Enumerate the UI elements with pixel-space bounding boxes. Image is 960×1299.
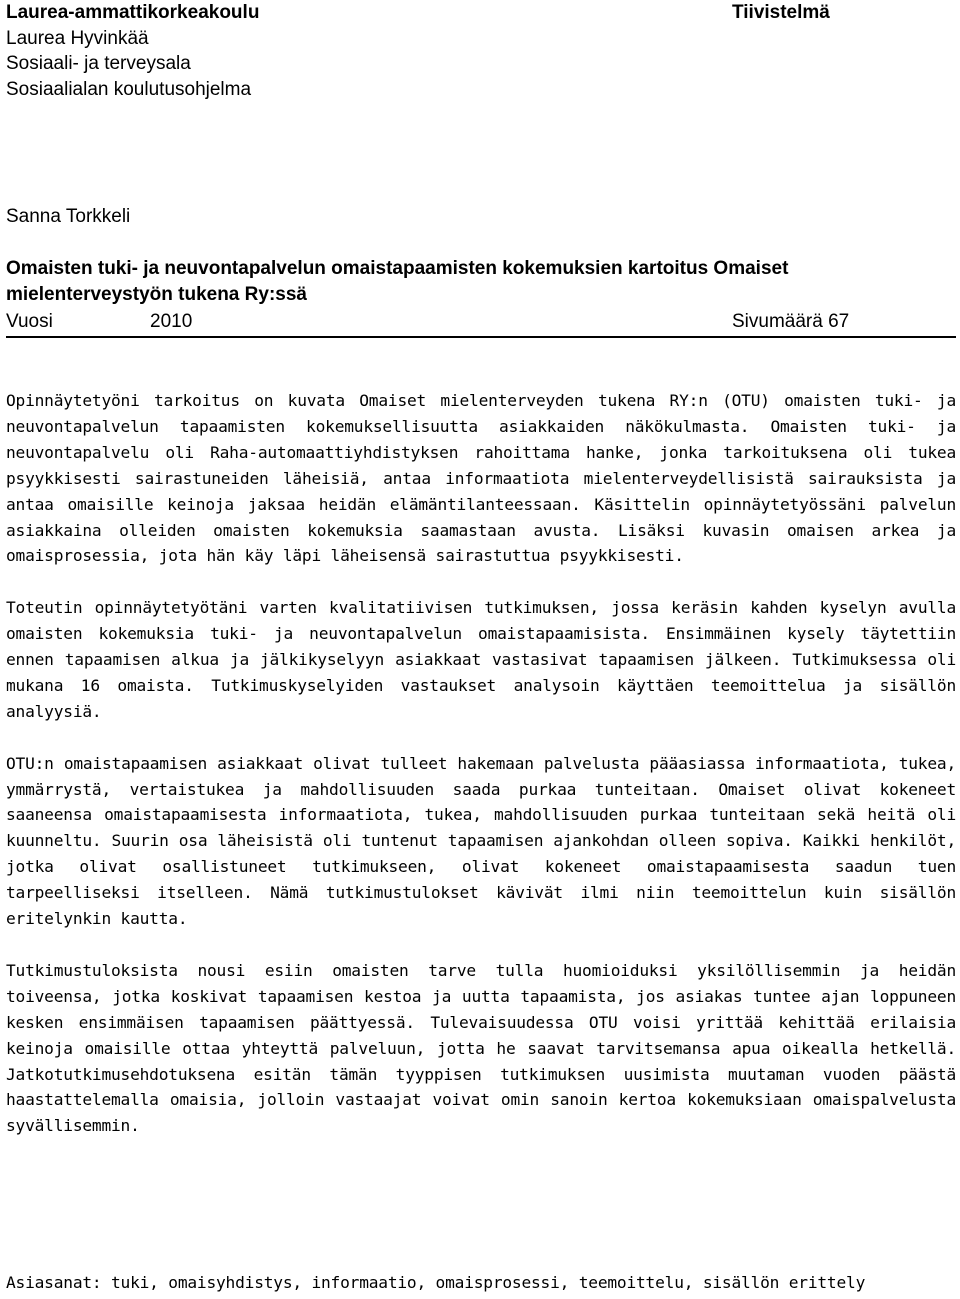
- page-count: Sivumäärä 67: [732, 311, 850, 332]
- campus-name: Laurea Hyvinkää: [6, 27, 149, 49]
- abstract-paragraph: Tutkimustuloksista nousi esiin omaisten tarve tulla huomioiduksi yksilöllisemmin ja heidän toiveensa, jotka koskivat tapaamisen kestoa ja uutta tapaamista, jos asiakas tuntee ajan loppuneen kesken ensimmäisen tapaamisen päättyessä. Tulevaisuudessa OTU voisi yrittää kehittää erilaisia keinoja omaisille ottaa yhteyttä palveluun, jotta he saavat tarvitsemansa apua oikealla hetkellä. Jatkotutkimusehdotuksena esitän tämän tyyppisen tutkimuksen uusimista muutaman vuoden päästä haastattelemalla omaisia, jolloin vastaajat voivat omin sanoin kertoa kokemuksiaan omaispalvelusta syvällisemmin.: [6, 960, 956, 1136]
- meta-row: [6, 308, 956, 338]
- header-left: [6, 0, 259, 102]
- year-label: Vuosi: [6, 311, 53, 332]
- author-name: Sanna Torkkeli: [6, 206, 131, 227]
- year-value: 2010: [150, 311, 193, 332]
- abstract-paragraph: Opinnäytetyöni tarkoitus on kuvata Omaiset mielenterveyden tukena RY:n (OTU) omaisten tuki- ja neuvontapalvelun tapaamisten kokemuksellisuutta asiakkaiden näkökulmasta. Omaisten tuki- ja neuvontapalvelu oli Raha-automaattiyhdistyksen rahoittama hanke, jonka tarkoituksena oli tukea psyykkisesti sairastuneiden läheisiä, antaa informaatiota mielenterveydellisistä sairauksista ja antaa omaisille keinoja jaksaa heidän elämäntilanteessaan. Käsittelin opinnäytetyössäni palvelun asiakkaina olleiden omaisten kokemuksia saamastaan avusta. Lisäksi kuvasin omaisen arkea ja omaisprosessia, jota hän käy läpi läheisensä sairastuttua psyykkisesti.: [6, 391, 956, 566]
- document-type: Tiivistelmä: [732, 2, 830, 23]
- field-name: Sosiaali- ja terveysala: [6, 53, 191, 74]
- keywords: Asiasanat: tuki, omaisyhdistys, informaatio, omaisprosessi, teemoittelu, sisällön erittely: [6, 1273, 866, 1292]
- abstract-paragraph: OTU:n omaistapaamisen asiakkaat olivat tulleet hakemaan palvelusta pääasiassa informaatiota, tukea, ymmärrystä, vertaistukea ja mahdollisuuden saada purkaa tunteitaan. Omaiset olivat kokeneet saaneensa omaistapaamisesta informaatiota, tukea, mahdollisuuden purkaa tunteitaan sekä heitä oli kuunneltu. Suurin osa läheisistä oli tuntenut tapaamisen ajankohdan olleen sopiva. Kaikki henkilöt, jotka olivat osallistuneet tutkimukseen, olivat kokeneet omaistapaamisesta saadun tuen tarpeelliseksi itselleen. Nämä tutkimustulokset kävivät ilmi niin teemoittelun kuin sisällön eritelynkin kautta.: [6, 753, 956, 929]
- institution-name: Laurea-ammattikorkeakoulu: [6, 2, 260, 23]
- thesis-title: Omaisten tuki- ja neuvontapalvelun omaistapaamisten kokemuksien kartoitus Omaiset mielenterveystyön tukena Ry:ssä: [6, 258, 789, 305]
- programme-name: Sosiaalialan koulutusohjelma: [6, 78, 252, 100]
- abstract-body: [6, 388, 956, 1165]
- abstract-paragraph: Toteutin opinnäytetyötäni varten kvalitatiivisen tutkimuksen, jossa keräsin kahden kyselyn avulla omaisten kokemuksia tuki- ja neuvontapalvelun omaistapaamisista. Ensimmäinen kysely täytettiin ennen tapaamisen alkua ja jälkikyselyyn asiakkaat vastasivat tapaamisen jälkeen. Tutkimuksessa oli mukana 16 omaista. Tutkimuskyselyiden vastaukset analysoin käyttäen teemoittelua ja sisällön analyysiä.: [6, 598, 956, 721]
